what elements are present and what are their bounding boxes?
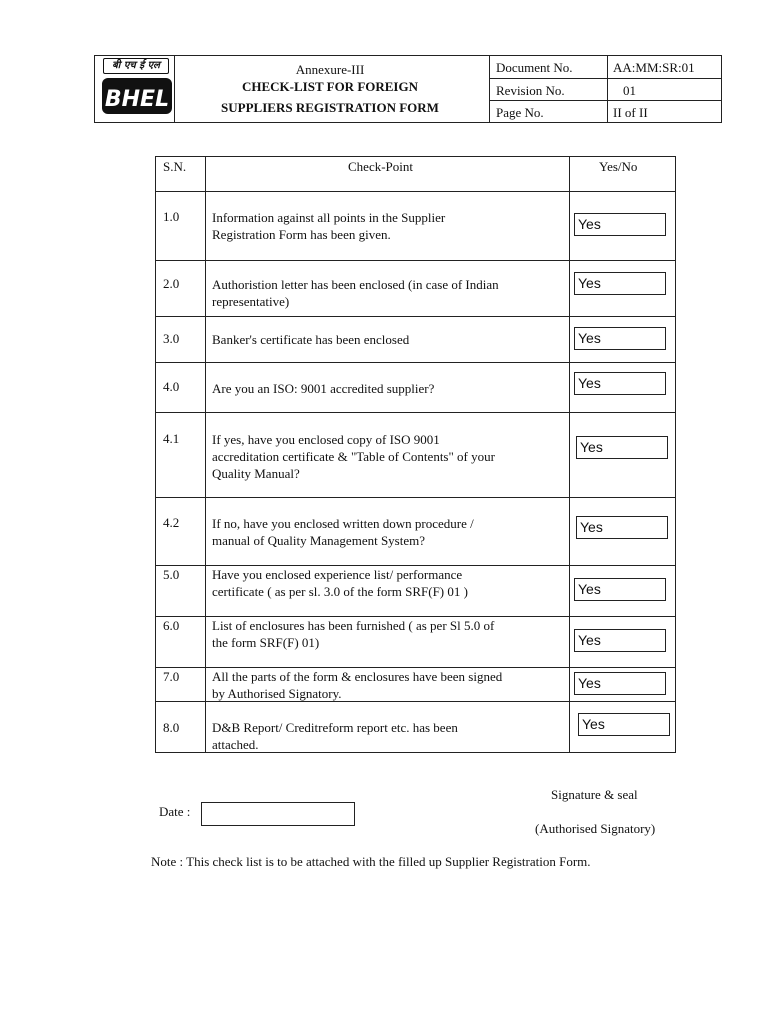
row-sn: 1.0 xyxy=(163,209,180,224)
check-point-line: If no, have you enclosed written down procedure / xyxy=(212,516,474,531)
check-point-line: representative) xyxy=(212,294,290,309)
check-point-line: Banker's certificate has been enclosed xyxy=(212,332,410,347)
row-sn: 4.2 xyxy=(163,515,180,530)
answer-field[interactable]: Yes xyxy=(574,372,666,395)
check-point-line: by Authorised Signatory. xyxy=(212,686,342,701)
row-sn: 4.0 xyxy=(163,379,180,394)
row-sn: 3.0 xyxy=(163,331,180,346)
check-point-line: Registration Form has been given. xyxy=(212,227,391,242)
row-sn: 5.0 xyxy=(163,567,180,582)
answer-field[interactable]: Yes xyxy=(574,672,666,695)
check-point-line: certificate ( as per sl. 3.0 of the form SRF(F) 01 ) xyxy=(212,584,468,599)
check-point-line: Are you an ISO: 9001 accredited supplier? xyxy=(212,381,435,396)
check-point-line: manual of Quality Management System? xyxy=(212,533,426,548)
date-field[interactable] xyxy=(201,802,355,826)
check-point-line: List of enclosures has been furnished ( as per Sl 5.0 of xyxy=(212,618,495,633)
row-check-point xyxy=(212,719,562,753)
form-title-line2: SUPPLIERS REGISTRATION FORM xyxy=(221,100,439,115)
answer-field[interactable]: Yes xyxy=(574,327,666,350)
document-no-label: Document No. xyxy=(496,60,573,75)
answer-field[interactable]: Yes xyxy=(574,213,666,236)
check-point-line: All the parts of the form & enclosures have been signed xyxy=(212,669,503,684)
answer-field[interactable]: Yes xyxy=(576,516,668,539)
annexure-label: Annexure-III xyxy=(295,62,365,77)
row-sn: 8.0 xyxy=(163,720,180,735)
column-header-yes-no: Yes/No xyxy=(599,159,638,174)
revision-no-label: Revision No. xyxy=(496,83,565,98)
answer-field[interactable]: Yes xyxy=(574,629,666,652)
document-header xyxy=(94,55,722,123)
signature-seal-label: Signature & seal xyxy=(551,787,638,802)
document-no-value: AA:MM:SR:01 xyxy=(613,60,695,75)
row-check-point xyxy=(212,668,567,702)
row-sn: 7.0 xyxy=(163,669,180,684)
answer-field[interactable]: Yes xyxy=(576,436,668,459)
bhel-logo xyxy=(99,58,171,120)
check-point-line: accreditation certificate & "Table of Contents" of your xyxy=(212,449,495,464)
row-check-point xyxy=(212,617,567,651)
row-check-point xyxy=(212,209,562,243)
date-label: Date : xyxy=(159,804,191,819)
row-sn: 2.0 xyxy=(163,276,180,291)
check-point-line: the form SRF(F) 01) xyxy=(212,635,320,650)
logo-hindi-text: बी एच ई एल xyxy=(103,58,169,74)
row-sn: 6.0 xyxy=(163,618,180,633)
footer-note: Note : This check list is to be attached with the filled up Supplier Registration Form. xyxy=(151,854,591,869)
row-sn: 4.1 xyxy=(163,431,180,446)
row-check-point xyxy=(212,515,562,549)
check-point-line: D&B Report/ Creditreform report etc. has been xyxy=(212,720,458,735)
row-check-point xyxy=(212,276,567,310)
authorised-signatory-label: (Authorised Signatory) xyxy=(535,821,656,836)
answer-field[interactable]: Yes xyxy=(574,578,666,601)
page-no-value: II of II xyxy=(613,105,648,120)
check-point-line: Information against all points in the Supplier xyxy=(212,210,446,225)
form-title-line1: CHECK-LIST FOR FOREIGN xyxy=(241,79,418,94)
check-point-line: Quality Manual? xyxy=(212,466,300,481)
page-no-label: Page No. xyxy=(496,105,544,120)
bhel-logo-mark xyxy=(101,76,173,116)
revision-no-value: 01 xyxy=(623,83,636,98)
check-point-line: attached. xyxy=(212,737,259,752)
answer-field[interactable]: Yes xyxy=(578,713,670,736)
svg-text:BHEL: BHEL xyxy=(104,87,170,112)
check-point-line: If yes, have you enclosed copy of ISO 9001 xyxy=(212,432,440,447)
answer-field[interactable]: Yes xyxy=(574,272,666,295)
column-header-check-point: Check-Point xyxy=(348,159,413,174)
row-check-point xyxy=(212,331,562,348)
row-check-point xyxy=(212,431,562,482)
row-check-point xyxy=(212,380,562,397)
row-check-point xyxy=(212,566,562,600)
column-header-sn: S.N. xyxy=(163,159,187,174)
check-point-line: Have you enclosed experience list/ performance xyxy=(212,567,463,582)
check-point-line: Authoristion letter has been enclosed (in case of Indian xyxy=(212,277,499,292)
